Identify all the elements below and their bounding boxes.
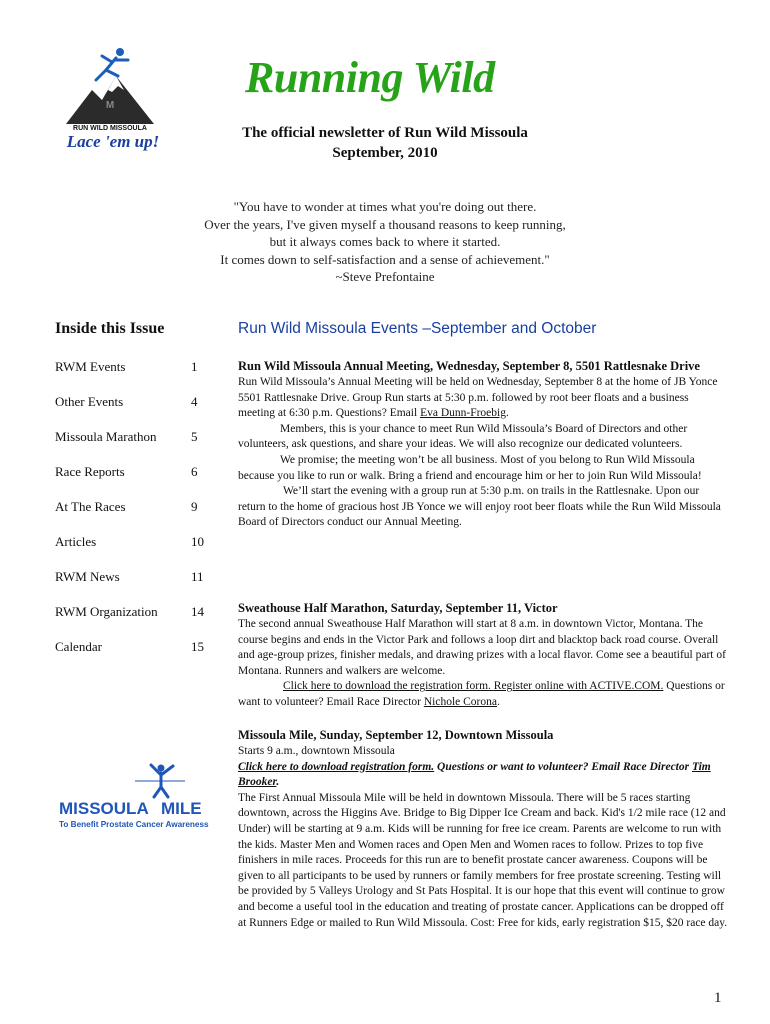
logo-tagline: Lace 'em up! <box>66 132 160 151</box>
paragraph-text: Run Wild Missoula’s Annual Meeting will be held on Wednesday, September 8 at the home of JB Yonce 5501 Rattlesnake Drive. Group Run starts at 5:30 p.m. followed by root beer floats and a business meeting at 6:30 p.m. Questions? Email <box>238 376 718 420</box>
toc-item-page: 5 <box>191 429 198 444</box>
issue-date: September, 2010 <box>332 145 438 161</box>
toc-item-label: RWM News <box>55 569 120 584</box>
article-title: Sweathouse Half Marathon, Saturday, September 11, Victor <box>238 601 558 615</box>
article-sweathouse <box>238 600 728 711</box>
toc-item-label: Calendar <box>55 639 102 654</box>
quote-line: "You have to wonder at times what you're doing out there. <box>233 199 537 214</box>
logo-word-missoula: MISSOULA <box>59 799 149 818</box>
quote-line: but it always comes back to where it started. <box>269 234 501 249</box>
toc-item-label: At The Races <box>55 499 126 514</box>
toc-item-page: 9 <box>191 499 198 514</box>
toc-item-label: Missoula Marathon <box>55 429 157 444</box>
toc-item-page: 11 <box>191 569 204 584</box>
quote-line: Over the years, I've given myself a thousand reasons to keep running, <box>204 216 566 232</box>
logo-caption: To Benefit Prostate Cancer Awareness <box>59 820 209 829</box>
toc-item-page: 4 <box>191 394 198 409</box>
toc-item-page: 1 <box>191 359 198 374</box>
article-missoula-mile <box>238 727 728 931</box>
toc-item-page: 10 <box>191 534 204 549</box>
paragraph-text: . <box>505 407 509 420</box>
paragraph-text: Questions or want to volunteer? Email Race Director <box>238 680 725 708</box>
toc-item-label: Other Events <box>55 394 124 409</box>
article-annual-meeting <box>238 358 728 531</box>
article-paragraph <box>238 760 728 791</box>
page-number: 1 <box>714 990 722 1006</box>
article-paragraph <box>238 679 728 710</box>
toc-item-label: RWM Events <box>55 359 126 374</box>
paragraph-text: . <box>496 695 500 708</box>
newsletter-title: Running Wild <box>245 53 495 102</box>
article-paragraph: We promise; the meeting won’t be all business. Most of you belong to Run Wild Missoula because you like to run or walk. Bring a friend and encourage him or her to join Run Wild Missoula! <box>238 453 702 482</box>
section-heading: Run Wild Missoula Events –September and October <box>238 320 597 337</box>
article-paragraph: Members, this is your chance to meet Run Wild Missoula’s Board of Directors and other volunteers, ask questions, and share your ideas. We will also recognize our dedicated volunteers. <box>238 422 688 451</box>
article-paragraph: The second annual Sweathouse Half Marathon will start at 8 a.m. in downtown Victor, Montana. The course begins and ends in the Victor Park and follows a loop dirt and blacktop back road course. Overall and age-group prizes, finisher medals, and drawing prizes with a local flavor. Come see a beautiful part of Montana. Runners and walkers are welcome. <box>238 618 726 677</box>
runner-icon <box>96 48 128 80</box>
article-title: Missoula Mile, Sunday, September 12, Downtown Missoula <box>238 728 554 742</box>
email-link-nichole[interactable]: Nichole Corona <box>423 695 497 708</box>
toc-item-label: Race Reports <box>55 464 125 479</box>
toc-item-label: Articles <box>55 534 97 549</box>
article-starts: Starts 9 a.m., downtown Missoula <box>238 745 395 757</box>
toc-item-label: RWM Organization <box>55 604 158 619</box>
toc-title: Inside this Issue <box>55 320 165 337</box>
quote-line: It comes down to self-satisfaction and a sense of achievement." <box>220 251 550 267</box>
toc-item-page: 15 <box>191 639 204 654</box>
newsletter-subtitle: The official newsletter of Run Wild Missoula <box>242 125 528 141</box>
email-link-eva[interactable]: Eva Dunn-Froebig <box>420 407 506 420</box>
opening-quote <box>100 198 670 286</box>
registration-form-link[interactable]: Click here to download the registration form. <box>283 680 494 693</box>
article-title: Run Wild Missoula Annual Meeting, Wednesday, September 8, 5501 Rattlesnake Drive <box>238 359 700 373</box>
quote-attribution: ~Steve Prefontaine <box>335 269 435 284</box>
logo-org-text: RUN WILD MISSOULA <box>73 125 147 132</box>
toc-item-page: 6 <box>191 464 198 479</box>
logo-word-mile: MILE <box>161 799 202 818</box>
article-paragraph: The First Annual Missoula Mile will be held in downtown Missoula. There will be 5 races starting downtown, across the Higgins Ave. Bridge to Big Dipper Ice Cream and back. Kid's 1/2 mile race (12 and Under) will be starting at 9 a.m. Kids will be running for free ice cream. Parents are welcome to run with the kids. Master Men and Women races and Open Men and Women races to follow. Prizes to top five finishers in mile races. Proceeds for this run are to benefit prostate cancer awareness. Coupons will be given to all participants to be used by runners or family members for free prostate screening. Testing will be provided by 5 Valleys Urology and St Pats Hospital. It is our hope that this event will continue to grow and become a useful tool in the education and treating of prostate cancer. Applications can be dropped off at Runners Edge or mailed to Run Wild Missoula. Cost: Free for kids, early registration $15, $20 race day. <box>238 791 728 929</box>
missoula-mile-logo <box>57 763 217 833</box>
article-paragraph <box>238 375 728 422</box>
email-link-tim[interactable]: Tim Brooker <box>238 760 711 789</box>
toc-item-page: 14 <box>191 604 204 619</box>
paragraph-text: . <box>276 776 280 789</box>
article-paragraph: We’ll start the evening with a group run at 5:30 p.m. on trails in the Rattlesnake. Upon our return to the home of gracious host JB Yonce we will enjoy root beer floats while the Run Wild Missoula Board of Directors conduct our Annual Meeting. <box>238 485 721 529</box>
mile-registration-link[interactable]: Click here to download registration form. <box>238 760 435 773</box>
paragraph-text: Questions or want to volunteer? Email Race Director <box>434 760 692 773</box>
svg-text:M: M <box>105 100 115 111</box>
active-com-link[interactable]: Register online with ACTIVE.COM. <box>493 680 664 693</box>
